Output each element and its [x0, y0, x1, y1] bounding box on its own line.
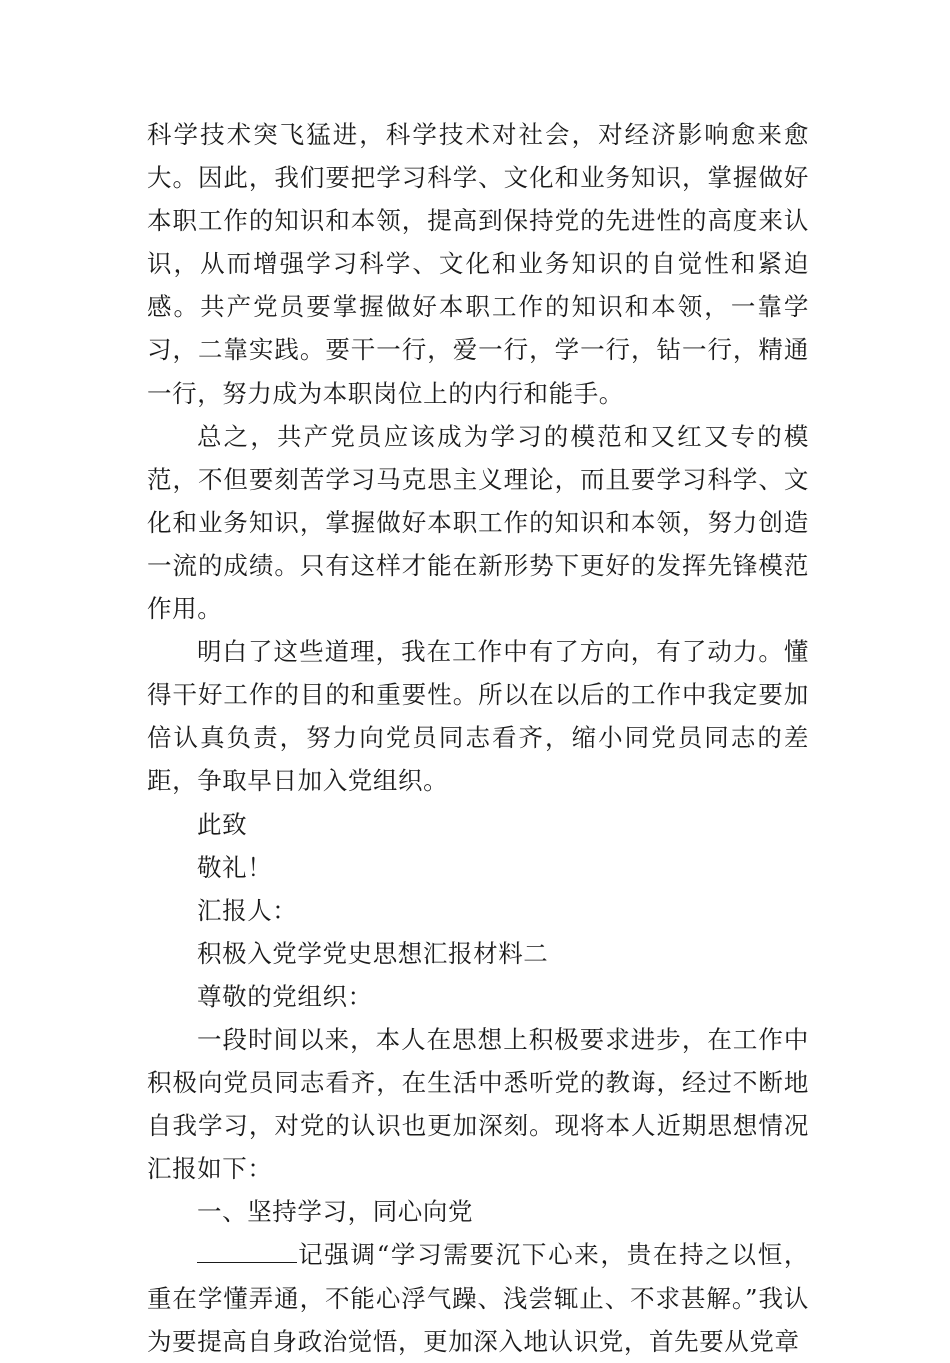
- paragraph-3: 明白了这些道理，我在工作中有了方向，有了动力。懂得干好工作的目的和重要性。所以在以后的工作中我定要加倍认真负责，努力向党员同志看齐，缩小同党员同志的差距，争取早日加入党组织。: [147, 637, 809, 796]
- paragraph-2: 总之，共产党员应该成为学习的模范和又红又专的模范，不但要刻苦学习马克思主义理论，而且要学习科学、文化和业务知识，掌握做好本职工作的知识和本领，努力创造一流的成绩。只有这样才能在新形势下更好的发挥先锋模范作用。: [147, 421, 809, 624]
- greeting: 尊敬的党组织：: [197, 981, 373, 1011]
- reporter-label: 汇报人：: [197, 895, 298, 925]
- blank-line: [197, 1242, 297, 1263]
- paragraph-final-text: 记强调“学习需要沉下心来，贵在持之以恒，重在学懂弄通，不能心浮气躁、浅尝辄止、不求甚解。”我认为要提高自身政治觉悟，更加深入地认识党，首先要从党章: [147, 1240, 809, 1356]
- document-body: [147, 113, 809, 1363]
- closing-salutation: 此致: [197, 809, 248, 839]
- section-title: 积极入党学党史思想汇报材料二: [197, 938, 549, 968]
- heading-one: 一、坚持学习，同心向党: [197, 1197, 474, 1227]
- paragraph-intro: 一段时间以来，本人在思想上积极要求进步，在工作中积极向党员同志看齐，在生活中悉听党的教诲，经过不断地自我学习，对党的认识也更加深刻。现将本人近期思想情况汇报如下：: [147, 1024, 809, 1184]
- closing-respect: 敬礼！: [197, 852, 273, 882]
- paragraph-1: 科学技术突飞猛进，科学技术对社会，对经济影响愈来愈大。因此，我们要把学习科学、文化和业务知识，掌握做好本职工作的知识和本领，提高到保持党的先进性的高度来认识，从而增强学习科学、文化和业务知识的自觉性和紧迫感。共产党员要掌握做好本职工作的知识和本领，一靠学习，二靠实践。要干一行，爱一行，学一行，钻一行，精通一行，努力成为本职岗位上的内行和能手。: [147, 120, 809, 408]
- paragraph-final: [147, 1233, 809, 1362]
